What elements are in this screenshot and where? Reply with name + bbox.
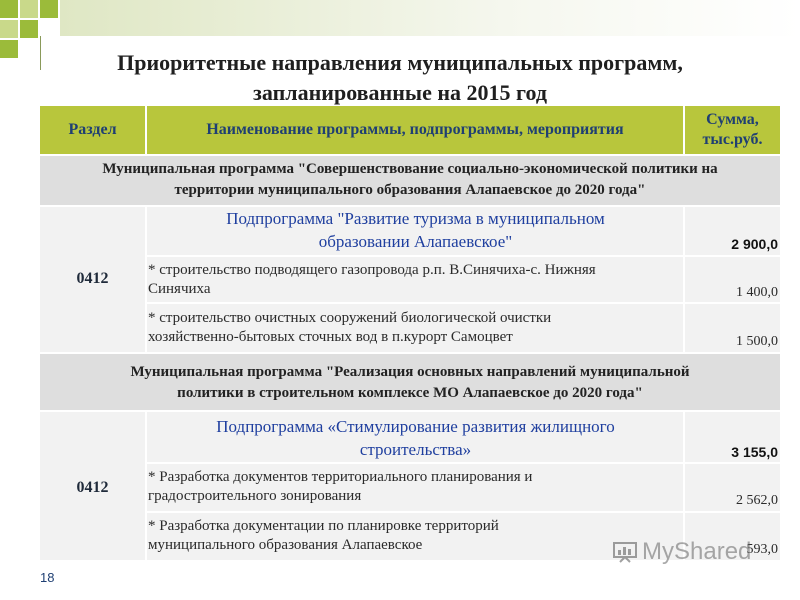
subprogram-line: образовании Алапаевское" bbox=[318, 232, 513, 251]
watermark-text: MyShared bbox=[642, 538, 752, 565]
item-sum: 1 500,0 bbox=[736, 334, 778, 349]
column-header-name: Наименование программы, подпрограммы, мероприятия bbox=[206, 121, 624, 138]
deco-square bbox=[0, 0, 18, 18]
column-header-sum bbox=[685, 106, 780, 154]
deco-top-bar bbox=[60, 0, 800, 36]
item-line: градостроительного зонирования bbox=[148, 488, 362, 504]
subprogram-title bbox=[148, 415, 683, 461]
deco-square bbox=[0, 20, 18, 38]
subprogram-line: Подпрограмма «Стимулирование развития жилищного bbox=[216, 417, 615, 436]
item-line: хозяйственно-бытовых сточных вод в п.курорт Самоцвет bbox=[148, 329, 513, 345]
item-sum: 1 400,0 bbox=[736, 285, 778, 300]
sum-header-line: Сумма, bbox=[706, 111, 759, 128]
item-sum: 593,0 bbox=[746, 542, 778, 557]
subprogram-line: строительства» bbox=[359, 440, 472, 459]
column-header-section: Раздел bbox=[68, 121, 117, 138]
item-line: * Разработка документации по планировке территорий bbox=[148, 518, 499, 534]
item-line: * строительство подводящего газопровода р.п. В.Синячиха-с. Нижняя bbox=[148, 262, 596, 278]
program-title-line: территории муниципального образования Алапаевское до 2020 года" bbox=[174, 182, 646, 198]
watermark bbox=[612, 538, 751, 566]
program-title-line: Муниципальная программа "Совершенствование социально-экономической политики на bbox=[102, 161, 718, 177]
presentation-icon bbox=[612, 541, 638, 563]
item-sum: 2 562,0 bbox=[736, 493, 778, 508]
table-row bbox=[148, 468, 683, 506]
item-line: * Разработка документов территориального планирования и bbox=[148, 469, 533, 485]
page-number: 18 bbox=[40, 570, 55, 585]
subprogram-title bbox=[148, 207, 683, 253]
deco-square bbox=[40, 0, 58, 18]
program-title-line: политики в строительном комплексе МО Алапаевское до 2020 года" bbox=[177, 385, 643, 401]
table-row bbox=[148, 517, 683, 555]
title-line: Приоритетные направления муниципальных программ, bbox=[117, 50, 683, 75]
subprogram-sum: 3 155,0 bbox=[731, 444, 778, 460]
item-line: муниципального образования Алапаевское bbox=[148, 537, 423, 553]
item-line: * строительство очистных сооружений биологической очистки bbox=[148, 310, 552, 326]
deco-square bbox=[20, 0, 38, 18]
slide-title bbox=[0, 48, 800, 108]
table-row bbox=[148, 261, 683, 299]
subprogram-line: Подпрограмма "Развитие туризма в муниципальном bbox=[226, 209, 605, 228]
subprogram-sum: 2 900,0 bbox=[731, 236, 778, 252]
table-row bbox=[148, 309, 683, 347]
section-code: 0412 bbox=[76, 270, 109, 287]
sum-header-line: тыс.руб. bbox=[702, 131, 763, 148]
program-title bbox=[40, 362, 780, 404]
deco-square bbox=[20, 20, 38, 38]
section-code: 0412 bbox=[76, 479, 109, 496]
program-title bbox=[40, 159, 780, 201]
item-line: Синячиха bbox=[148, 281, 211, 297]
title-line: запланированные на 2015 год bbox=[253, 80, 547, 105]
program-title-line: Муниципальная программа "Реализация основных направлений муниципальной bbox=[130, 364, 690, 380]
